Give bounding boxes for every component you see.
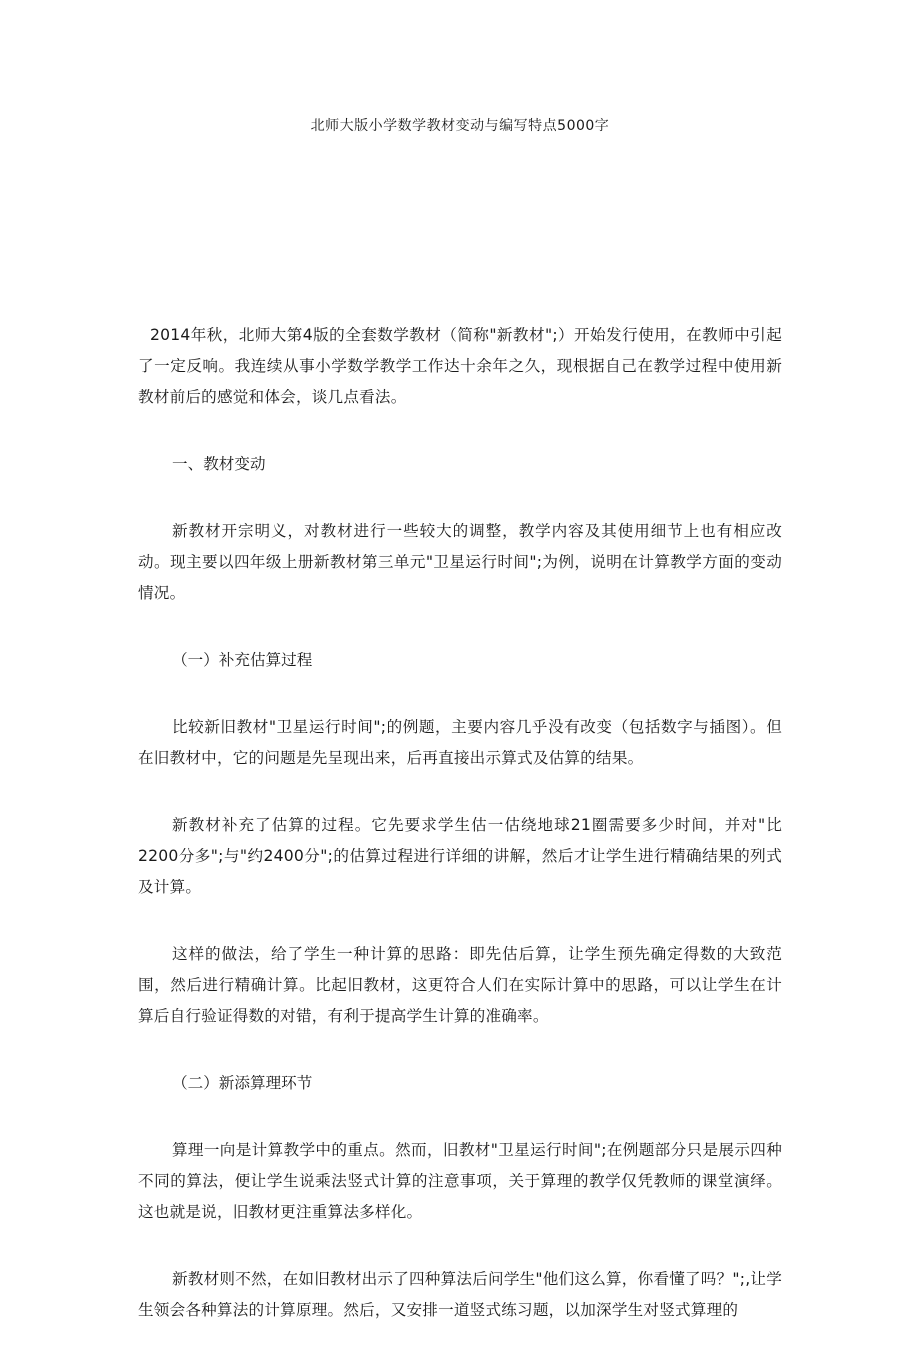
paragraph: 新教材则不然，在如旧教材出示了四种算法后问学生"他们这么算，你看懂了吗？";,让学生领会各种算法的计算原理。然后，又安排一道竖式练习题，以加深学生对竖式算理的 [138, 1270, 782, 1319]
paragraph: 新教材开宗明义，对教材进行一些较大的调整，教学内容及其使用细节上也有相应改动。现主要以四年级上册新教材第三单元"卫星运行时间";为例，说明在计算教学方面的变动情况。 [138, 522, 782, 602]
subsection-heading-1: （一）补充估算过程 [172, 651, 313, 669]
paragraph: 算理一向是计算教学中的重点。然而，旧教材"卫星运行时间";在例题部分只是展示四种不同的算法，便让学生说乘法竖式计算的注意事项，关于算理的教学仅凭教师的课堂演绎。这也就是说，旧教材更注重算法多样化。 [138, 1141, 782, 1221]
section-heading-1: 一、教材变动 [172, 455, 266, 473]
document-body [138, 320, 782, 1362]
paragraph: 新教材补充了估算的过程。它先要求学生估一估绕地球21圈需要多少时间，并对"比2200分多";与"约2400分";的估算过程进行详细的讲解，然后才让学生进行精确结果的列式及计算。 [138, 816, 782, 896]
paragraph: 比较新旧教材"卫星运行时间";的例题，主要内容几乎没有改变（包括数字与插图）。但在旧教材中，它的问题是先呈现出来，后再直接出示算式及估算的结果。 [138, 718, 782, 767]
paragraph-intro: 2014年秋，北师大第4版的全套数学教材（简称"新教材";）开始发行使用，在教师中引起了一定反响。我连续从事小学数学教学工作达十余年之久，现根据自己在教学过程中使用新教材前后的感觉和体会，谈几点看法。 [138, 326, 782, 406]
paragraph: 这样的做法，给了学生一种计算的思路：即先估后算，让学生预先确定得数的大致范围，然后进行精确计算。比起旧教材，这更符合人们在实际计算中的思路，可以让学生在计算后自行验证得数的对错，有利于提高学生计算的准确率。 [138, 945, 782, 1025]
subsection-heading-2: （二）新添算理环节 [172, 1074, 313, 1092]
document-title: 北师大版小学数学教材变动与编写特点5000字 [310, 118, 610, 134]
